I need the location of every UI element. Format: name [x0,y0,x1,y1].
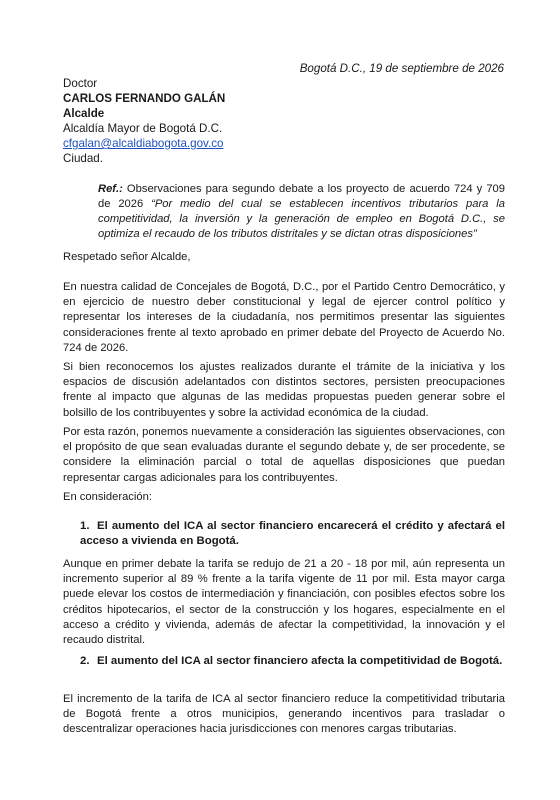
recipient-email-link[interactable]: cfgalan@alcaldiabogota.gov.co [63,137,224,150]
paragraph-concerns: Si bien reconocemos los ajustes realizados durante el trámite de la iniciativa y los espacios de discusión adelantados con distintos sectores, persisten preocupaciones frente al impacto que algunas de las medidas propuestas pueden generar sobre el bolsillo de los contribuyentes y sobre la actividad económica de la ciudad. [63,361,505,419]
recipient-title: Doctor [63,77,98,90]
paragraph-consideration: En consideración: [63,491,152,503]
reference-label: Ref.: [98,183,123,195]
reference-quote: “Por medio del cual se establecen incentivos tributarios para la competitividad, la inversión y la generación de empleo en Bogotá D.C., se optimiza el recaudo de los tributos distritales y se dictan otras disposiciones” [98,198,505,240]
letter-date: Bogotá D.C., 19 de septiembre de 2026 [299,62,504,75]
recipient-office: Alcaldía Mayor de Bogotá D.C. [63,122,223,135]
paragraph-intro: En nuestra calidad de Concejales de Bogotá, D.C., por el Partido Centro Democrático, y en ejercicio de nuestro deber constitucional y legal de ejercer control político y representar los intereses de la ciudadanía, nos permitimos presentar las siguientes consideraciones frente al texto aprobado en primer debate del Proyecto de Acuerdo No. 724 de 2026. [63,281,505,354]
section-1-number: 1. [80,520,90,532]
recipient-city: Ciudad. [63,152,103,165]
section-1-title: El aumento del ICA al sector financiero encarecerá el crédito y afectará el acceso a vivienda en Bogotá. [80,520,505,548]
section-1-body: Aunque en primer debate la tarifa se redujo de 21 a 20 - 18 por mil, aún representa un incremento superior al 89 % frente a la tarifa vigente de 11 por mil. Esta mayor carga puede elevar los costos de intermediación y financiación, con posibles efectos sobre los créditos hipotecarios, el sector de la construcción y los hogares, especialmente en el acceso a crédito y vivienda, además de afectar la competitividad, la innovación y el recaudo distrital. [63,558,505,647]
paragraph-reason: Por esta razón, ponemos nuevamente a consideración las siguientes observaciones, con el propósito de que sean evaluadas durante el segundo debate y, de ser procedente, se considere la eliminación parcial o total de aquellas disposiciones que puedan representar cargas adicionales para los contribuyentes. [63,426,505,484]
salutation: Respetado señor Alcalde, [63,251,191,263]
recipient-block [63,76,225,166]
recipient-role: Alcalde [63,107,105,120]
section-2-body: El incremento de la tarifa de ICA al sector financiero reduce la competitividad tributaria de Bogotá frente a otros municipios, generando incentivos para trasladar o descentralizar operaciones hacia jurisdicciones con menores cargas tributarias. [63,693,505,736]
section-2-heading [80,654,505,669]
section-2-title: El aumento del ICA al sector financiero afecta la competitividad de Bogotá. [97,655,503,667]
recipient-name: CARLOS FERNANDO GALÁN [63,92,226,105]
reference-text: Observaciones para segundo debate a los proyecto de acuerdo 724 y 709 de 2026 [98,183,505,210]
section-2-number: 2. [80,655,90,667]
reference-block [98,182,505,242]
section-1-heading [80,519,505,549]
